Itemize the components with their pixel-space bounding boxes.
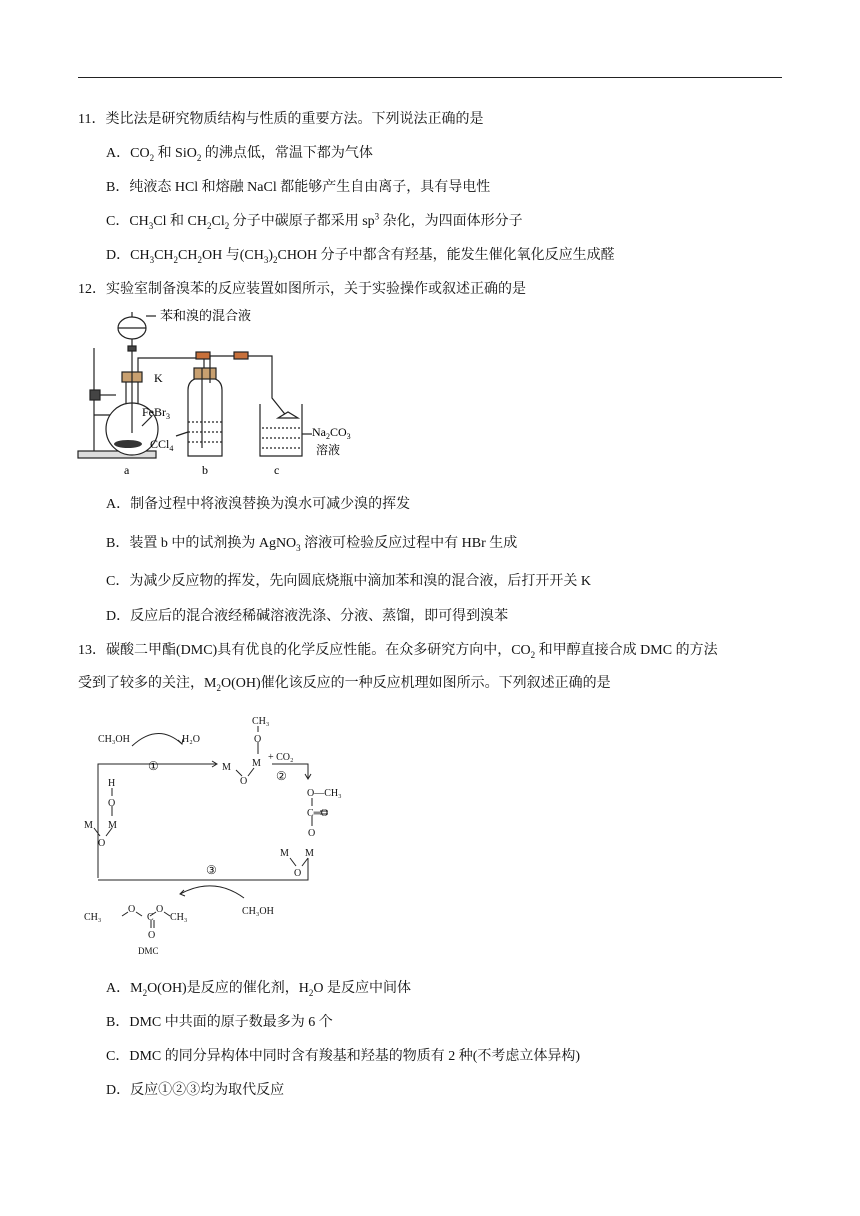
step-1: ①	[148, 759, 159, 773]
q12-option-a: A．制备过程中将液溴替换为溴水可减少溴的挥发	[106, 497, 411, 512]
q13-option-d: D．反应①②③均为取代反应	[106, 1083, 285, 1098]
right-o: O	[308, 828, 316, 839]
dmc-ch3-right: CH₃	[170, 912, 188, 923]
step-3: ③	[206, 863, 217, 877]
top-ch3: CH₃	[252, 716, 270, 727]
top-bridge-o: O	[240, 776, 248, 787]
dmc-o-right: O	[156, 904, 164, 915]
q11-stem: 11．类比法是研究物质结构与性质的重要方法。下列说法正确的是	[78, 112, 484, 127]
q11-option-c: C．$CH_3Cl$ 和 $CH_2Cl_2$ 分子中碳原子都采用 $sp^3$ 杂化，为四面体形分子	[106, 211, 523, 231]
methanol-in-3: CH₃OH	[242, 906, 274, 917]
top-o: O	[254, 734, 262, 745]
label-a: a	[124, 463, 130, 477]
q11-option-a: A．$CO_2$ 和 SiO$_2$ 的沸点低，常温下都为气体	[106, 146, 373, 163]
dmc-label: DMC	[138, 946, 159, 956]
dmc-mechanism-figure	[76, 710, 376, 960]
right-bridge-o: O	[294, 868, 302, 879]
top-m-left: M	[222, 762, 231, 773]
right-c-eq-o: C═O	[307, 808, 328, 819]
label-c: c	[274, 463, 280, 477]
right-m-right: M	[305, 848, 314, 859]
ccl4-label: CCl$_4$	[150, 437, 174, 453]
step-2: ②	[276, 769, 287, 783]
right-m-left: M	[280, 848, 289, 859]
left-m-right: M	[108, 820, 117, 831]
q12-option-c: C．为减少反应物的挥发，先向圆底烧瓶中滴加苯和溴的混合液，后打开开关 K	[106, 574, 591, 589]
methanol-in: CH₃OH	[98, 734, 130, 745]
catalyst-label: FeBr$_3$	[142, 405, 170, 421]
q13-option-c: C．DMC 的同分异构体中同时含有羧基和羟基的物质有 2 种(不考虑立体异构)	[106, 1049, 581, 1064]
dmc-o-left: O	[128, 904, 136, 915]
funnel-label: 苯和溴的混合液	[160, 308, 252, 323]
valve-label-k: K	[154, 371, 163, 385]
q13-option-b: B．DMC 中共面的原子数最多为 6 个	[106, 1015, 333, 1030]
bottle-b-stopper	[194, 368, 216, 379]
left-h: H	[108, 778, 116, 789]
q13-stem-line1: 13．碳酸二甲酯(DMC)具有优良的化学反应性能。在众多研究方向中，$CO_2$ 和甲醇直接合成 DMC 的方法	[78, 643, 718, 660]
left-o: O	[108, 798, 116, 809]
rubber-joint-2	[234, 352, 248, 359]
rubber-joint-1	[196, 352, 210, 359]
q13-stem-line2: 受到了较多的关注，$M_2O(OH)$催化该反应的一种反应机理如图所示。下列叙述正确的是	[78, 676, 611, 693]
gas-washing-bottle-b	[188, 378, 222, 456]
co2-add: + CO₂	[268, 752, 294, 763]
left-bridge-o: O	[98, 838, 106, 849]
solution-label: 溶液	[316, 443, 341, 457]
dmc-c: C	[147, 912, 154, 923]
dmc-o-bottom: O	[148, 930, 156, 941]
na2co3-label: $Na_2CO_3$	[312, 425, 351, 441]
bromobenzene-apparatus-figure	[76, 308, 376, 478]
label-b: b	[202, 463, 208, 477]
q11-option-b: B．纯液态 HCl 和熔融 NaCl 都能够产生自由离子，具有导电性	[106, 180, 491, 195]
q12-stem: 12．实验室制备溴苯的反应装置如图所示，关于实验操作或叙述正确的是	[78, 282, 526, 297]
q11-option-d: D．$CH_3CH_2CH_2OH$ 与$(CH_3)_2CHOH$ 分子中都含有羟基，能发生催化氧化反应生成醛	[106, 248, 615, 265]
top-m-right: M	[252, 758, 261, 769]
right-o-ch3: O—CH₃	[307, 788, 342, 799]
dmc-ch3-left: CH₃	[84, 912, 102, 923]
q13-option-a: A．$M_2O(OH)$是反应的催化剂，$H_2O$ 是反应中间体	[106, 981, 411, 998]
clamp	[90, 390, 100, 400]
water-out: H₂O	[182, 734, 200, 745]
left-m-left: M	[84, 820, 93, 831]
q12-option-b: B．装置 b 中的试剂换为 AgNO$_3$ 溶液可检验反应过程中有 HBr 生成	[106, 536, 518, 553]
q12-option-d: D．反应后的混合液经稀碱溶液洗涤、分液、蒸馏，即可得到溴苯	[106, 609, 509, 624]
header-rule	[78, 77, 782, 78]
